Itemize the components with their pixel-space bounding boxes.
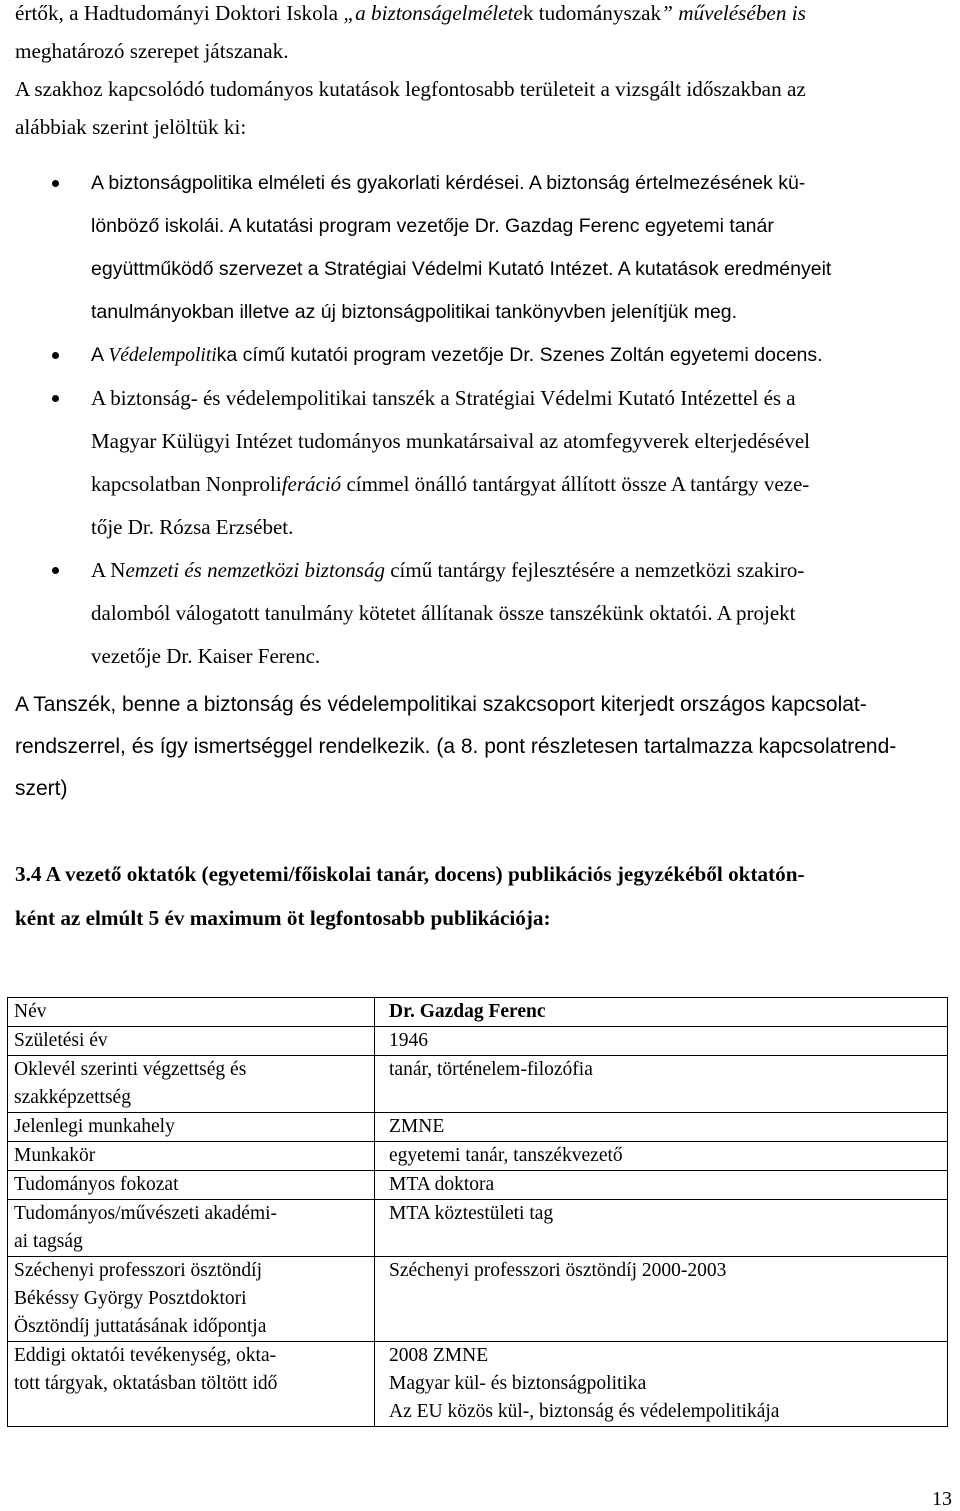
bullet-icon [52,352,59,359]
bullet-icon [52,180,59,187]
table-value: 2008 ZMNE Magyar kül- és biztonságpolitika Az EU közös kül-, biztonság és védelempolitikája [375,1342,948,1427]
table-key: Széchenyi professzori ösztöndíj Békéssy György Posztdoktori Ösztöndíj juttatásának időpontja [8,1257,375,1342]
table-key: Tudományos/művészeti akadémi- ai tagság [8,1200,375,1257]
table-row [8,1342,948,1427]
table-value: Dr. Gazdag Ferenc [375,998,948,1027]
table-value: egyetemi tanár, tanszékvezető [375,1142,948,1171]
bullet-icon [52,395,59,402]
table-row [8,998,948,1027]
table-key: Jelenlegi munkahely [8,1113,375,1142]
table-row [8,1027,948,1056]
bullet-icon [52,567,59,574]
table-value: MTA köztestületi tag [375,1200,948,1257]
intro-line-1: értők, a Hadtudományi Doktori Iskola „a biztonságelméletek tudományszak” művelésében is [15,1,806,25]
table-row [8,1113,948,1142]
table-key: Név [8,998,375,1027]
intro-paragraph [15,0,943,146]
table-row [8,1257,948,1342]
lecturer-info-table [7,997,948,1427]
research-areas-list [0,162,960,678]
table-key: Születési év [8,1027,375,1056]
table-key: Eddigi oktatói tevékenység, okta- tott tárgyak, oktatásban töltött idő [8,1342,375,1427]
table-key: Munkakör [8,1142,375,1171]
page-number: 13 [932,1488,952,1510]
table-row [8,1171,948,1200]
table-value: Széchenyi professzori ösztöndíj 2000-2003 [375,1257,948,1342]
intro-line-4: alábbiak szerint jelöltük ki: [15,115,247,139]
table-value: ZMNE [375,1113,948,1142]
table-row [8,1142,948,1171]
list-item: A biztonság- és védelempolitikai tanszék a Stratégiai Védelmi Kutató Intézettel és a Magyar Külügyi Intézet tudományos munkatársaival az atomfegyverek elterjedésével kapcsolatban Nonproliferáció címmel önálló tantárgyat állított össze A tantárgy veze- tője Dr. Rózsa Erzsébet. [0,377,956,549]
table-value: tanár, történelem-filozófia [375,1056,948,1113]
list-item: A Nemzeti és nemzetközi biztonság című tantárgy fejlesztésére a nemzetközi szakiro- dalomból válogatott tanulmány kötetet állítanak össze tanszékünk oktatói. A projekt vezetője Dr. Kaiser Ferenc. [0,549,956,678]
list-item: A Védelempolitika című kutatói program vezetője Dr. Szenes Zoltán egyetemi docens. [0,334,956,377]
intro-line-3: A szakhoz kapcsolódó tudományos kutatások legfontosabb területeit a vizsgált időszakban az [15,77,806,101]
list-item: A biztonságpolitika elméleti és gyakorlati kérdései. A biztonság értelmezésének kü- lönböző iskolái. A kutatási program vezetője Dr. Gazdag Ferenc egyetemi tanár együttműködő szervezet a Stratégiai Védelmi Kutató Intézet. A kutatások eredményeit tanulmányokban illetve az új biztonságpolitikai tankönyvben jelenítjük meg. [0,162,956,334]
table-value: 1946 [375,1027,948,1056]
table-key: Tudományos fokozat [8,1171,375,1200]
table-value: MTA doktora [375,1171,948,1200]
table-row [8,1200,948,1257]
table-key: Oklevél szerinti végzettség és szakképzettség [8,1056,375,1113]
table-row [8,1056,948,1113]
section-heading: 3.4 A vezető oktatók (egyetemi/főiskolai tanár, docens) publikációs jegyzékéből oktatón- ként az elmúlt 5 év maximum öt legfontosabb publikációja: [15,862,805,930]
closing-paragraph: A Tanszék, benne a biztonság és védelempolitikai szakcsoport kiterjedt országos kapcsolat- rendszerrel, és így ismertséggel rendelkezik. (a 8. pont részletesen tartalmazza kapcsolatrend- szert) [15,693,897,800]
intro-line-2: meghatározó szerepet játszanak. [15,39,289,63]
